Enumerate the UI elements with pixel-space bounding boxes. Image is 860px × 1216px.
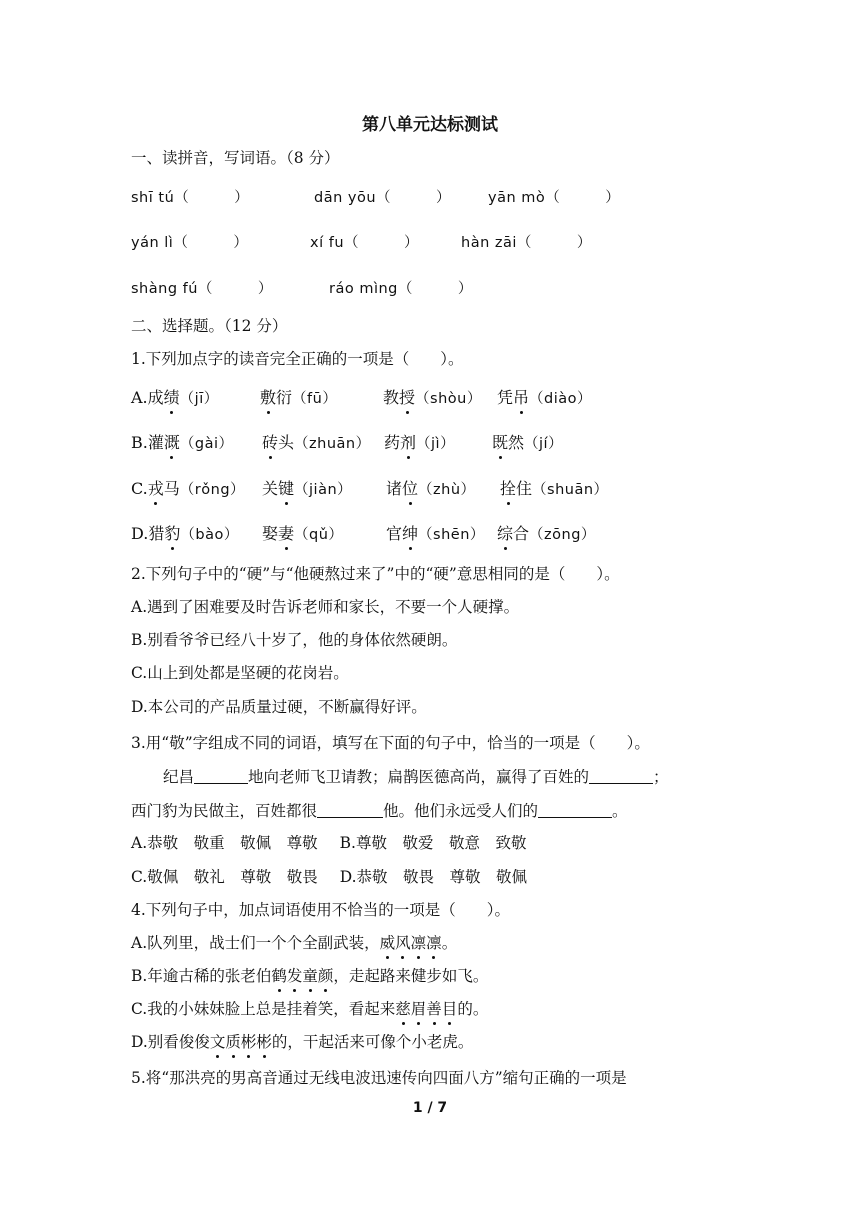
pinyin-item: xí fu（ ）	[310, 235, 420, 251]
page-number: 1 / 7	[412, 1100, 448, 1116]
question-3-options-row-2: C.敬佩 敬礼 尊敬 敬畏 D.恭敬 敬畏 尊敬 敬佩	[131, 868, 528, 886]
pinyin-item: yān mò（ ）	[488, 190, 621, 206]
pinyin-item: dān yōu（ ）	[314, 190, 452, 206]
question-2-option: A.遇到了困难要及时告诉老师和家长，不要一个人硬撑。	[131, 598, 520, 616]
question-3-stem: 3.用“敬”字组成不同的词语，填写在下面的句子中，恰当的一项是（ ）。	[131, 734, 650, 752]
question-5-stem: 5.将“那洪亮的男高音通过无线电波迅速传向四面八方”缩句正确的一项是	[131, 1069, 627, 1087]
answer-blank[interactable]	[589, 767, 653, 784]
dotted-phrase: 文质彬彬	[209, 1033, 272, 1051]
question-4-option-a: A.队列里，战士们一个个全副武装，威风凛凛。	[131, 934, 458, 952]
pinyin-item: shī tú（ ）	[131, 190, 250, 206]
answer-blank[interactable]	[538, 801, 612, 818]
pinyin-item: hàn zāi（ ）	[461, 235, 592, 251]
answer-blank[interactable]	[194, 767, 248, 784]
question-3-passage-line-1: 纪昌 地向老师飞卫请教；扁鹊医德高尚，赢得了百姓的 ；	[163, 768, 669, 786]
question-2-option: B.别看爷爷已经八十岁了，他的身体依然硬朗。	[131, 631, 458, 649]
answer-blank[interactable]	[317, 801, 383, 818]
page-title: 第八单元达标测试	[362, 115, 498, 135]
question-2-option: D.本公司的产品质量过硬，不断赢得好评。	[131, 698, 427, 716]
section2-heading: 二、选择题。（12 分）	[131, 317, 288, 335]
exam-page: 第八单元达标测试 一、读拼音，写词语。（8 分） shī tú（ ） dān yōu（ ） yān mò（ ） yán lì（ ） xí fu（ ） hàn zāi（ ） shàng fú（ ） ráo mìng（ ） 二、选择题。（12 分） 1.下列加点字的读音完全正确的一项是（ ）。 A.成绩（jī） 敷衍（fū） 教授（shòu） 凭吊（diào） B.灌溉（gài） 砖头（zhuān） 药剂（jì） 既然（jí） C.戎马（rǒng） 关键（jiàn） 诸位（zhù） 拴住（shuān） D.猎豹（bào） 娶妻（qǔ） 官绅（shēn） 综合（zōng） 2.下列句子中的“硬”与“他硬熬过来了”中的“硬”意思相同的是（ ）。 A.遇到了困难要及时告诉老师和家长，不要一个人硬撑。 B.别看爷爷已经八十岁了，他的身体依然硬朗。 C.山上到处都是坚硬的花岗岩。 D.本公司的产品质量过硬，不断赢得好评。 3.用“敬”字组成不同的词语，填写在下面的句子中，恰当的一项是（ ）。 纪昌 地向老师飞卫请教；扁鹊医德高尚，赢得了百姓的 ； 西门豹为民做主，百姓都很 他。他们永远受人们的 。 A.恭敬 敬重 敬佩 尊敬 B.尊敬 敬爱 敬意 致敬 C.敬佩 敬礼 尊敬 敬畏 D.恭敬 敬畏 尊敬 敬佩 4.下列句子中，加点词语使用不恰当的一项是（ ）。 A.队列里，战士们一个个全副武装，威风凛凛。 B.年逾古稀的张老伯鹤发童颜，走起路来健步如飞。 C.我的小妹妹脸上总是挂着笑，看起来慈眉善目的。 D.别看俊俊文质彬彬的，干起活来可像个小老虎。 5.将“那洪亮的男高音通过无线电波迅速传向四面八方”缩句正确的一项是 1 / 7	[0, 0, 860, 1216]
dotted-phrase: 慈眉善目	[395, 1000, 458, 1018]
question-4-option-c: C.我的小妹妹脸上总是挂着笑，看起来慈眉善目的。	[131, 1000, 489, 1018]
pinyin-item: ráo mìng（ ）	[329, 281, 473, 297]
question-4-stem: 4.下列句子中，加点词语使用不恰当的一项是（ ）。	[131, 901, 511, 919]
question-1-stem: 1.下列加点字的读音完全正确的一项是（ ）。	[131, 350, 464, 368]
question-2-stem: 2.下列句子中的“硬”与“他硬熬过来了”中的“硬”意思相同的是（ ）。	[131, 565, 620, 583]
question-3-options-row-1: A.恭敬 敬重 敬佩 尊敬 B.尊敬 敬爱 敬意 致敬	[131, 834, 527, 852]
dotted-phrase: 鹤发童颜	[271, 967, 334, 985]
section1-heading: 一、读拼音，写词语。（8 分）	[131, 149, 340, 167]
question-3-passage-line-2: 西门豹为民做主，百姓都很 他。他们永远受人们的 。	[131, 802, 628, 820]
question-4-option-b: B.年逾古稀的张老伯鹤发童颜，走起路来健步如飞。	[131, 967, 489, 985]
question-2-option: C.山上到处都是坚硬的花岗岩。	[131, 664, 349, 682]
question-4-option-d: D.别看俊俊文质彬彬的，干起活来可像个小老虎。	[131, 1033, 474, 1051]
pinyin-item: shàng fú（ ）	[131, 281, 273, 297]
pinyin-item: yán lì（ ）	[131, 235, 249, 251]
dotted-phrase: 威风凛凛	[379, 934, 442, 952]
